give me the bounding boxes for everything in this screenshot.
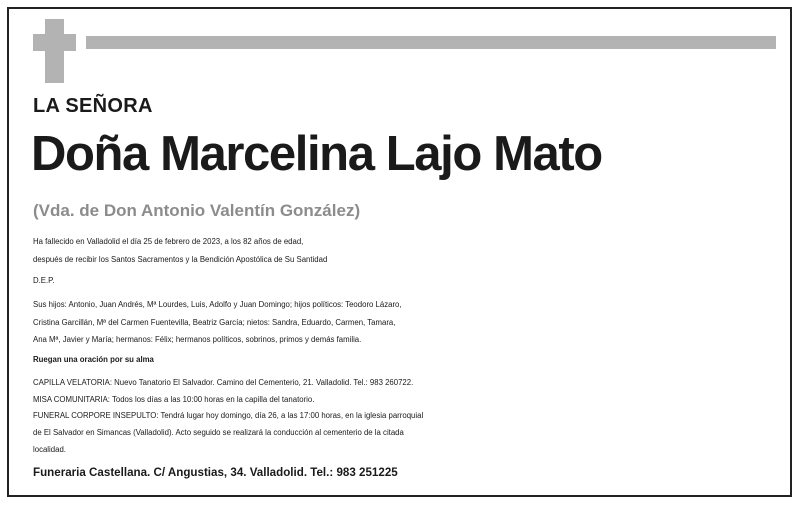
- header-bar: [86, 36, 776, 49]
- family-line: Sus hijos: Antonio, Juan Andrés, Mª Lourdes, Luis, Adolfo y Juan Domingo; hijos políticos: Teodoro Lázaro,: [33, 300, 402, 309]
- family-line: Ana Mª, Javier y María; hermanos: Félix; hermanos políticos, sobrinos, primos y demás familia.: [33, 335, 362, 344]
- death-notice-line: después de recibir los Santos Sacramentos y la Bendición Apostólica de Su Santidad: [33, 255, 328, 264]
- deceased-name: Doña Marcelina Lajo Mato: [31, 127, 602, 181]
- service-line: de El Salvador en Simancas (Valladolid). Acto seguido se realizará la conducción al cementerio de la citada: [33, 428, 404, 437]
- service-line: CAPILLA VELATORIA: Nuevo Tanatorio El Salvador. Camino del Cementerio, 21. Valladolid. Tel.: 983 260722.: [33, 378, 414, 387]
- rip-text: D.E.P.: [33, 276, 55, 285]
- funeral-home: Funeraria Castellana. C/ Angustias, 34. Valladolid. Tel.: 983 251225: [33, 466, 398, 479]
- service-line: MISA COMUNITARIA: Todos los días a las 10:00 horas en la capilla del tanatorio.: [33, 395, 315, 404]
- cross-icon-arm: [33, 34, 76, 51]
- cross-icon: [45, 19, 64, 83]
- prayer-request: Ruegan una oración por su alma: [33, 355, 154, 364]
- service-line: FUNERAL CORPORE INSEPULTO: Tendrá lugar hoy domingo, día 26, a las 17:00 horas, en la iglesia parroquial: [33, 411, 424, 420]
- honorific: LA SEÑORA: [33, 95, 153, 117]
- widow-of: (Vda. de Don Antonio Valentín González): [33, 201, 361, 220]
- service-line: localidad.: [33, 445, 66, 454]
- death-notice-line: Ha fallecido en Valladolid el día 25 de febrero de 2023, a los 82 años de edad,: [33, 237, 304, 246]
- family-line: Cristina Garcillán, Mª del Carmen Fuentevilla, Beatriz García; nietos: Sandra, Eduardo, Carmen, Tamara,: [33, 318, 396, 327]
